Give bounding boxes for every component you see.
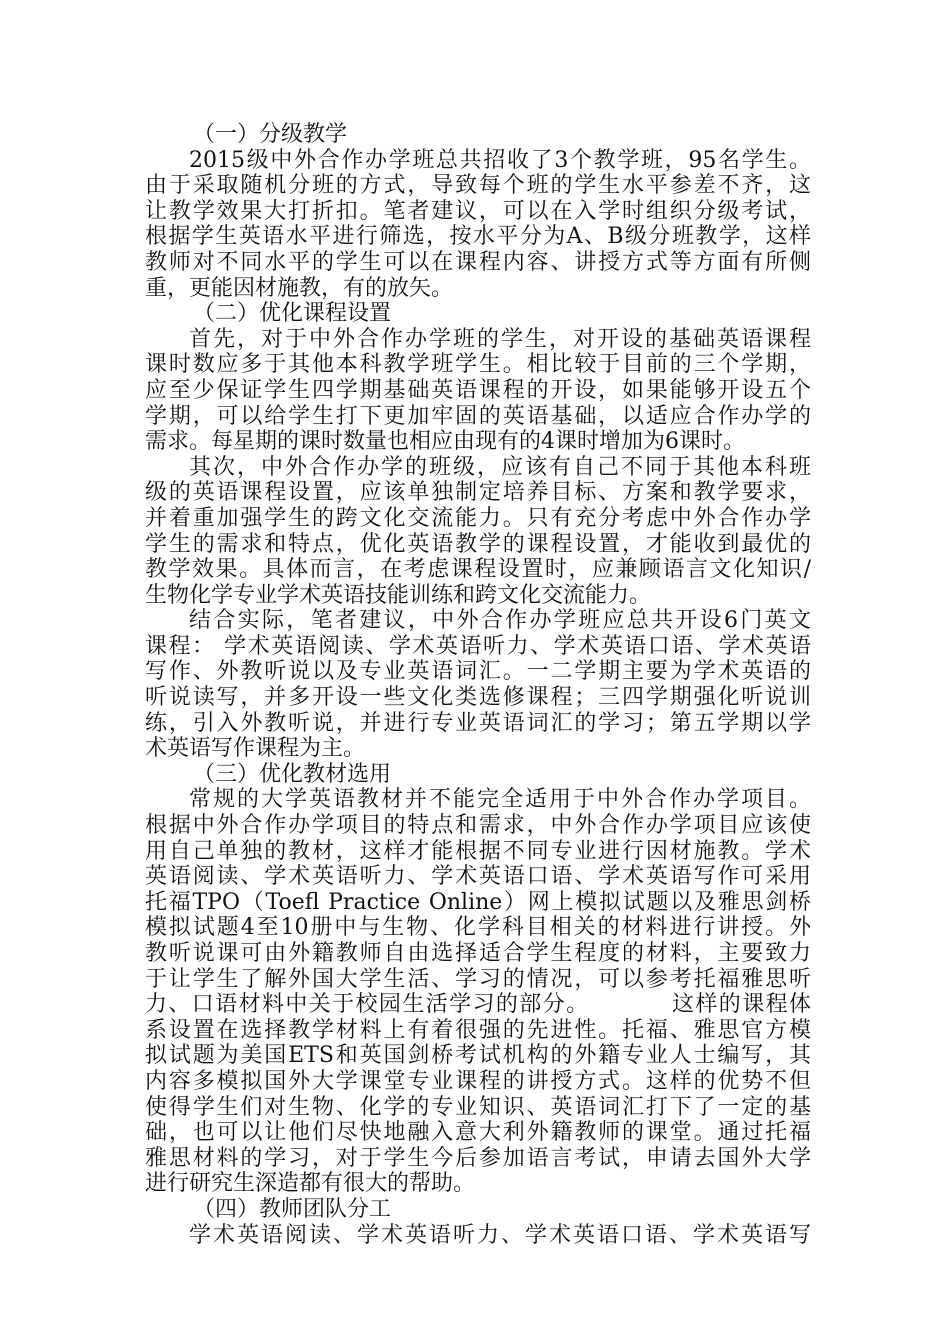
- paragraph-last-line: 进行研究生深造都有很大的帮助。: [145, 1171, 476, 1197]
- paragraph-line: 系设置在选择教学材料上有着很强的先进性。托福、雅思官方模: [145, 1017, 811, 1043]
- paragraph-line: 学期，可以给学生打下更加牢固的英语基础，以适应合作办学的: [145, 403, 811, 429]
- paragraph-line: 写作、外教听说以及专业英语词汇。一二学期主要为学术英语的: [145, 659, 811, 685]
- paragraph-first-line: 2015级中外合作办学班总共招收了3个教学班，95名学生。: [189, 147, 811, 173]
- paragraph-line: 由于采取随机分班的方式，导致每个班的学生水平参差不齐，这: [145, 173, 811, 199]
- paragraph-line: 雅思材料的学习，对于学生今后参加语言考试，申请去国外大学: [145, 1145, 811, 1171]
- paragraph-last-line: 需求。每星期的课时数量也相应由现有的4课时增加为6课时。: [145, 429, 745, 455]
- paragraph-line: 托福TPO（Toefl Practice Online）网上模拟试题以及雅思剑桥: [145, 889, 811, 915]
- section-heading: （二）优化课程设置: [193, 301, 392, 327]
- paragraph-line: 并着重加强学生的跨文化交流能力。只有充分考虑中外合作办学: [145, 505, 811, 531]
- paragraph-line: 课程： 学术英语阅读、学术英语听力、学术英语口语、学术英语: [145, 633, 811, 659]
- paragraph-line: 听说读写，并多开设一些文化类选修课程；三四学期强化听说训: [145, 685, 811, 711]
- paragraph-line: 力、口语材料中关于校园生活学习的部分。 这样的课程体: [145, 992, 811, 1018]
- paragraph-line: 级的英语课程设置，应该单独制定培养目标、方案和教学要求，: [145, 480, 811, 506]
- section-heading: （四）教师团队分工: [193, 1196, 392, 1222]
- paragraph-first-line: 常规的大学英语教材并不能完全适用于中外合作办学项目。: [189, 787, 811, 813]
- paragraph-line: 教师对不同水平的学生可以在课程内容、讲授方式等方面有所侧: [145, 249, 811, 275]
- paragraph-line: 于让学生了解外国大学生活、学习的情况，可以参考托福雅思听: [145, 966, 811, 992]
- section-heading: （三）优化教材选用: [193, 761, 392, 787]
- paragraph-line: 课时数应多于其他本科教学班学生。相比较于目前的三个学期，: [145, 352, 811, 378]
- paragraph-line: 应至少保证学生四学期基础英语课程的开设，如果能够开设五个: [145, 377, 811, 403]
- paragraph-line: 练，引入外教听说，并进行专业英语词汇的学习；第五学期以学: [145, 710, 811, 736]
- paragraph-line: 教听说课可由外籍教师自由选择适合学生程度的材料，主要致力: [145, 941, 811, 966]
- paragraph-line: 英语阅读、学术英语听力、学术英语口语、学术英语写作可采用: [145, 864, 811, 890]
- paragraph-first-line: 结合实际，笔者建议，中外合作办学班应总共开设6门英文: [189, 608, 811, 634]
- paragraph-first-line: 学术英语阅读、学术英语听力、学术英语口语、学术英语写: [189, 1222, 811, 1248]
- paragraph-first-line: 首先，对于中外合作办学班的学生，对开设的基础英语课程: [189, 326, 811, 352]
- paragraph-first-line: 其次，中外合作办学的班级，应该有自己不同于其他本科班: [189, 454, 811, 480]
- paragraph-line: 使得学生们对生物、化学的专业知识、英语词汇打下了一定的基: [145, 1094, 811, 1120]
- paragraph-line: 根据中外合作办学项目的特点和需求，中外合作办学项目应该使: [145, 813, 811, 839]
- section-heading: （一）分级教学: [193, 122, 348, 147]
- paragraph-line: 让教学效果大打折扣。笔者建议，可以在入学时组织分级考试，: [145, 198, 811, 224]
- paragraph-line: 根据学生英语水平进行筛选，按水平分为A、B级分班教学，这样: [145, 224, 811, 250]
- paragraph-last-line: 生物化学专业学术英语技能训练和跨文化交流能力。: [145, 582, 652, 608]
- paragraph-line: 用自己单独的教材，这样才能根据不同专业进行因材施教。学术: [145, 838, 811, 864]
- article-body: [145, 122, 811, 1248]
- paragraph-line: 内容多模拟国外大学课堂专业课程的讲授方式。这样的优势不但: [145, 1068, 811, 1094]
- paragraph-line: 础，也可以让他们尽快地融入意大利外籍教师的课堂。通过托福: [145, 1120, 811, 1146]
- paragraph-last-line: 重，更能因材施教，有的放矢。: [145, 275, 454, 301]
- paragraph-last-line: 术英语写作课程为主。: [145, 736, 366, 762]
- paragraph-line: 拟试题为美国ETS和英国剑桥考试机构的外籍专业人士编写，其: [145, 1043, 811, 1069]
- paragraph-line: 教学效果。具体而言，在考虑课程设置时，应兼顾语言文化知识/: [145, 557, 811, 583]
- paragraph-line: 模拟试题4至10册中与生物、化学科目相关的材料进行讲授。外: [145, 915, 811, 941]
- paragraph-line: 学生的需求和特点，优化英语教学的课程设置，才能收到最优的: [145, 531, 811, 557]
